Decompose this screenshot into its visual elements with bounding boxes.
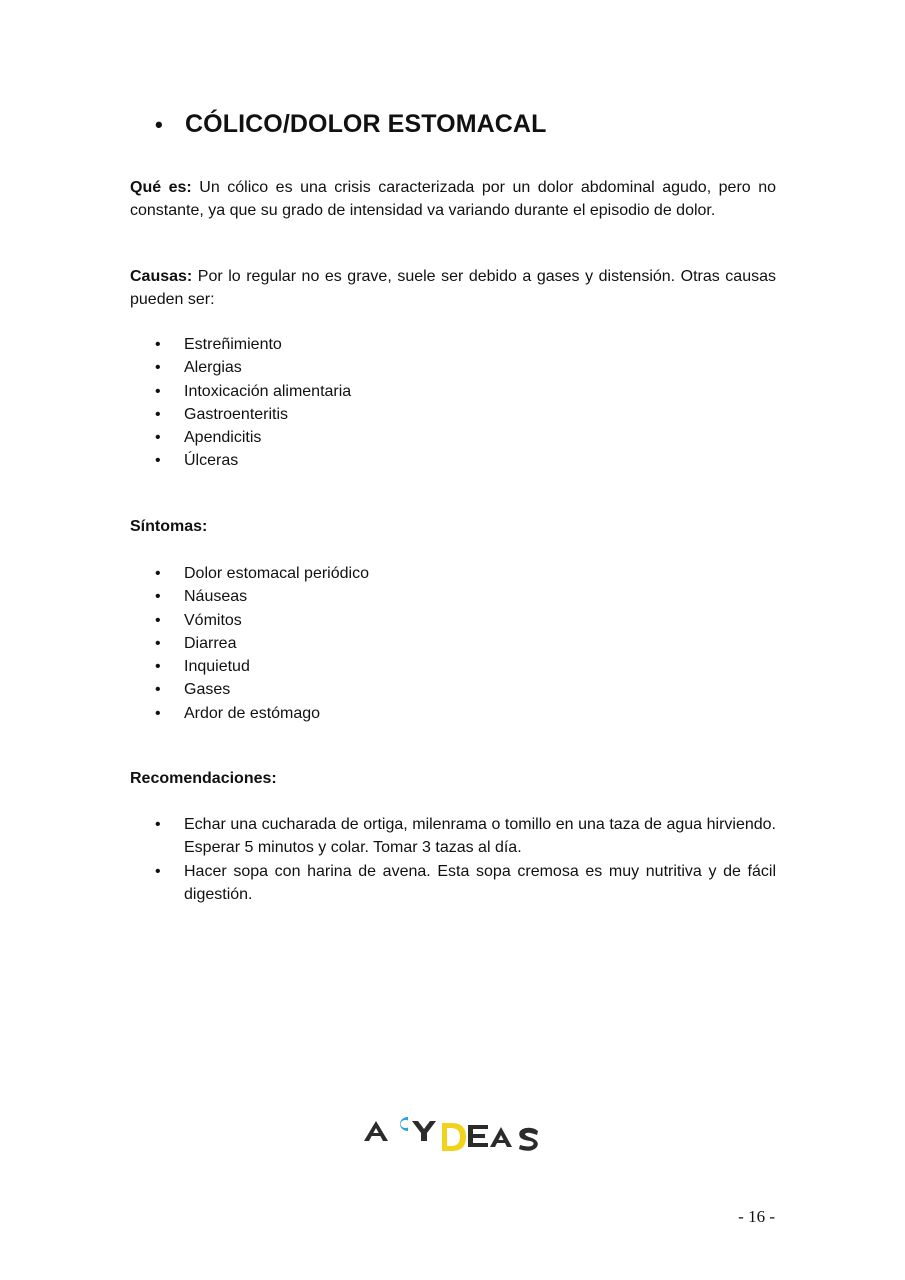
list-item-text: Intoxicación alimentaria: [184, 382, 352, 400]
intro-label: Qué es:: [130, 179, 192, 196]
list-item: [155, 632, 776, 655]
list-item-text: Estreñimiento: [184, 336, 282, 353]
list-item-text: Úlceras: [184, 452, 239, 470]
list-item: [155, 702, 776, 725]
list-bullet: •: [155, 382, 161, 400]
list-item: [155, 562, 776, 585]
logo-letter-e: [468, 1125, 488, 1147]
list-item: [155, 403, 776, 426]
list-item-text: Inquietud: [184, 658, 250, 676]
list-item: [155, 585, 776, 608]
intro-paragraph: [130, 176, 776, 222]
list-item-text: Hacer sopa con harina de avena. Esta sopa cremosa es muy nutritiva y de fácil digestión.: [184, 862, 776, 903]
list-item-text: Echar una cucharada de ortiga, milenrama o tomillo en una taza de agua hirviendo. Esperar 5 minutos y colar. Tomar 3 tazas al día.: [184, 816, 776, 857]
list-item: [155, 426, 776, 449]
list-bullet: •: [155, 704, 161, 722]
list-bullet: •: [155, 862, 161, 880]
list-item-text: Apendicitis: [184, 429, 262, 447]
page-number: - 16 -: [738, 1207, 775, 1226]
list-item-text: Ardor de estómago: [184, 704, 321, 722]
list-item: [155, 380, 776, 403]
list-bullet: •: [155, 429, 161, 447]
list-item-text: Vómitos: [184, 611, 242, 629]
symptoms-list: [155, 562, 776, 725]
list-item-text: Gases: [184, 681, 231, 699]
list-item: [155, 333, 776, 356]
list-bullet: •: [155, 336, 161, 353]
causes-label: Causas:: [130, 268, 193, 285]
causes-paragraph: [130, 265, 776, 311]
logo-letter-y: [412, 1121, 436, 1141]
list-bullet: •: [155, 681, 161, 699]
list-item-text: Náuseas: [184, 588, 248, 606]
list-bullet: •: [155, 565, 161, 582]
list-bullet: •: [155, 658, 161, 676]
title-text: CÓLICO/DOLOR ESTOMACAL: [185, 110, 547, 138]
list-item: [155, 813, 776, 860]
title-bullet: •: [155, 112, 163, 137]
list-item: [155, 860, 776, 907]
list-item: [155, 356, 776, 379]
list-bullet: •: [155, 634, 161, 652]
logo-letter-a2: [490, 1127, 512, 1147]
list-bullet: •: [155, 405, 161, 423]
list-item-text: Dolor estomacal periódico: [184, 565, 369, 582]
logo-letter-c: [400, 1117, 408, 1131]
list-item: [155, 655, 776, 678]
acydeas-logo: [362, 1113, 542, 1153]
causes-text: Por lo regular no es grave, suele ser debido a gases y distensión. Otras causas pueden ser:: [130, 268, 776, 308]
list-bullet: •: [155, 359, 161, 377]
recommendations-list: [155, 813, 776, 906]
list-bullet: •: [155, 452, 161, 470]
list-item: [155, 609, 776, 632]
list-item: [155, 678, 776, 701]
logo-letter-s: [519, 1128, 538, 1151]
list-bullet: •: [155, 816, 161, 833]
symptoms-label: Síntomas:: [130, 518, 208, 535]
page-title: [155, 110, 546, 139]
list-item-text: Diarrea: [184, 634, 237, 652]
causes-list: [155, 333, 776, 473]
intro-text: Un cólico es una crisis caracterizada por un dolor abdominal agudo, pero no constante, ya que su grado de intensidad va variando durante el episodio de dolor.: [130, 179, 776, 219]
logo-letter-a: [364, 1121, 388, 1141]
list-item: [155, 449, 776, 472]
list-item-text: Gastroenteritis: [184, 405, 289, 423]
logo-letter-d: [442, 1123, 466, 1151]
list-bullet: •: [155, 588, 161, 606]
list-bullet: •: [155, 611, 161, 629]
list-item-text: Alergias: [184, 359, 242, 377]
recommendations-label: Recomendaciones:: [130, 770, 277, 787]
